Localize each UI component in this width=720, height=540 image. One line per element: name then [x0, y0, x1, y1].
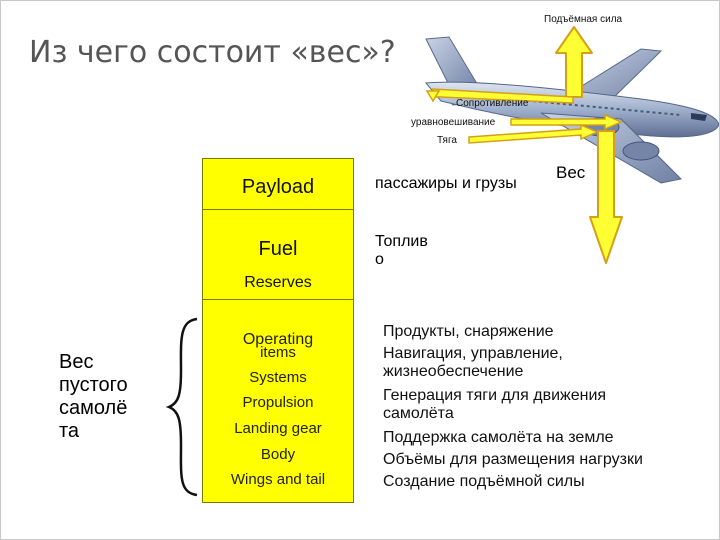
- desc-body: Объёмы для размещения нагрузки: [383, 451, 643, 468]
- trim-label: уравновешивание: [411, 117, 496, 128]
- desc-systems: Навигация, управление, жизнеобеспечение: [383, 345, 563, 380]
- payload-description: пассажиры и грузы: [375, 175, 517, 192]
- item-landing-gear: Landing gear: [234, 420, 322, 437]
- item-wings-tail: Wings and tail: [230, 471, 326, 488]
- lift-label: Подъёмная сила: [544, 14, 623, 25]
- thrust-label: Тяга: [437, 135, 457, 146]
- payload-label: Payload: [241, 176, 315, 198]
- page-title: Из чего состоит «вес»?: [29, 35, 396, 70]
- weight-label: Вес: [556, 163, 586, 182]
- left-brace: [169, 319, 197, 495]
- empty-weight-block: [202, 299, 354, 503]
- reserves-label: Reserves: [244, 274, 312, 291]
- payload-block: [202, 158, 354, 211]
- empty-weight-label: Вес пустого самолё та: [59, 351, 128, 442]
- desc-propulsion: Генерация тяги для движения самолёта: [383, 387, 607, 422]
- desc-wings-tail: Создание подъёмной силы: [383, 473, 585, 490]
- item-items: items: [260, 344, 296, 361]
- item-body: Body: [260, 446, 296, 463]
- reserves-block: [202, 266, 354, 300]
- desc-operating-items: Продукты, снаряжение: [383, 323, 554, 340]
- item-systems: Systems: [249, 369, 307, 386]
- item-propulsion: Propulsion: [242, 394, 314, 411]
- engine-right: [623, 142, 659, 160]
- item-operating: Operating: [242, 331, 314, 348]
- fuel-block: [202, 209, 354, 267]
- fuel-description: Топлив о: [375, 233, 428, 268]
- fuel-label: Fuel: [258, 238, 298, 260]
- empty-weight-descriptions: [383, 321, 643, 492]
- drag-label: Сопротивление: [456, 98, 529, 109]
- desc-landing-gear: Поддержка самолёта на земле: [383, 429, 614, 446]
